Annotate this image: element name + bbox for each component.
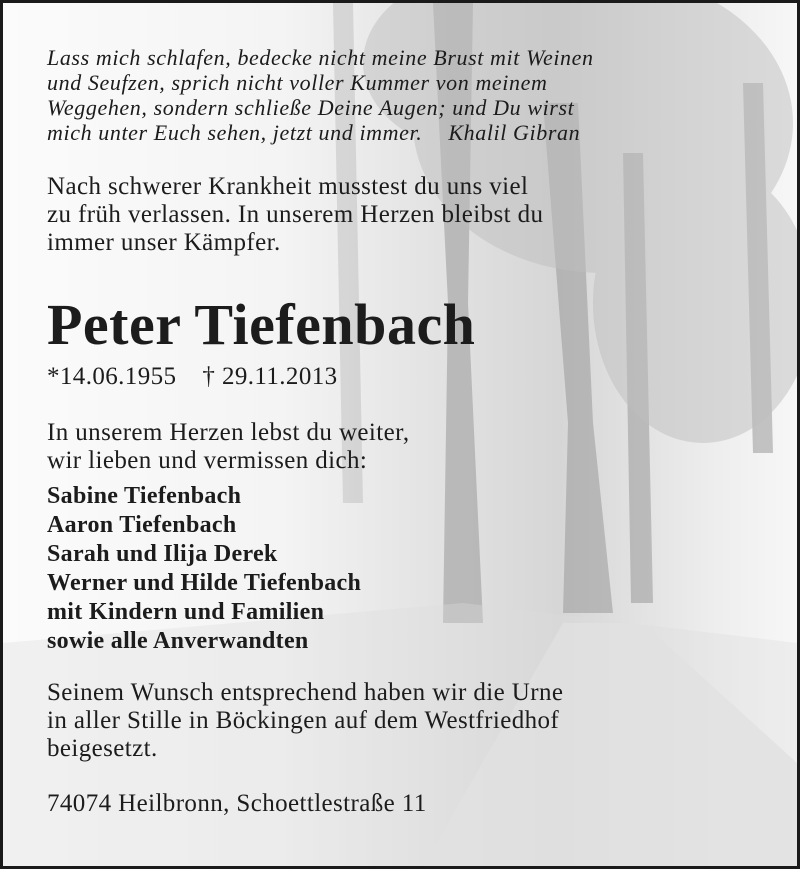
remembrance-text bbox=[47, 419, 409, 475]
address: 74074 Heilbronn, Schoettlestraße 11 bbox=[47, 790, 427, 817]
mourner: Sarah und Ilija Derek bbox=[47, 541, 278, 567]
obituary-card bbox=[3, 3, 797, 866]
intro-line: Nach schwerer Krankheit musstest du uns viel bbox=[47, 173, 529, 200]
remembrance-line: In unserem Herzen lebst du weiter, bbox=[47, 419, 410, 446]
burial-line: Seinem Wunsch entsprechend haben wir die Urne bbox=[47, 679, 564, 706]
deceased-name: Peter Tiefenbach bbox=[47, 292, 476, 357]
mourner: Werner und Hilde Tiefenbach bbox=[47, 570, 362, 596]
mourners-list bbox=[47, 482, 361, 656]
quote-author: Khalil Gibran bbox=[448, 120, 581, 145]
quote-line: mich unter Euch sehen, jetzt und immer. bbox=[47, 120, 423, 145]
quote bbox=[47, 45, 594, 145]
death-date: † 29.11.2013 bbox=[202, 363, 338, 390]
mourner: Aaron Tiefenbach bbox=[47, 512, 237, 538]
intro-line: zu früh verlassen. In unserem Herzen bleibst du bbox=[47, 201, 544, 228]
mourner: sowie alle Anverwandten bbox=[47, 628, 309, 654]
quote-line: Weggehen, sondern schließe Deine Augen; und Du wirst bbox=[47, 95, 575, 120]
mourner: Sabine Tiefenbach bbox=[47, 483, 242, 509]
life-dates bbox=[47, 363, 338, 391]
burial-notice bbox=[47, 679, 563, 763]
burial-line: in aller Stille in Böckingen auf dem Westfriedhof bbox=[47, 707, 560, 734]
intro-text bbox=[47, 173, 543, 257]
quote-line: und Seufzen, sprich nicht voller Kummer von meinem bbox=[47, 70, 548, 95]
intro-line: immer unser Kämpfer. bbox=[47, 229, 281, 256]
burial-line: beigesetzt. bbox=[47, 735, 158, 762]
birth-date: *14.06.1955 bbox=[47, 363, 177, 390]
quote-line: Lass mich schlafen, bedecke nicht meine Brust mit Weinen bbox=[47, 45, 594, 70]
mourner: mit Kindern und Familien bbox=[47, 599, 325, 625]
remembrance-line: wir lieben und vermissen dich: bbox=[47, 447, 368, 474]
